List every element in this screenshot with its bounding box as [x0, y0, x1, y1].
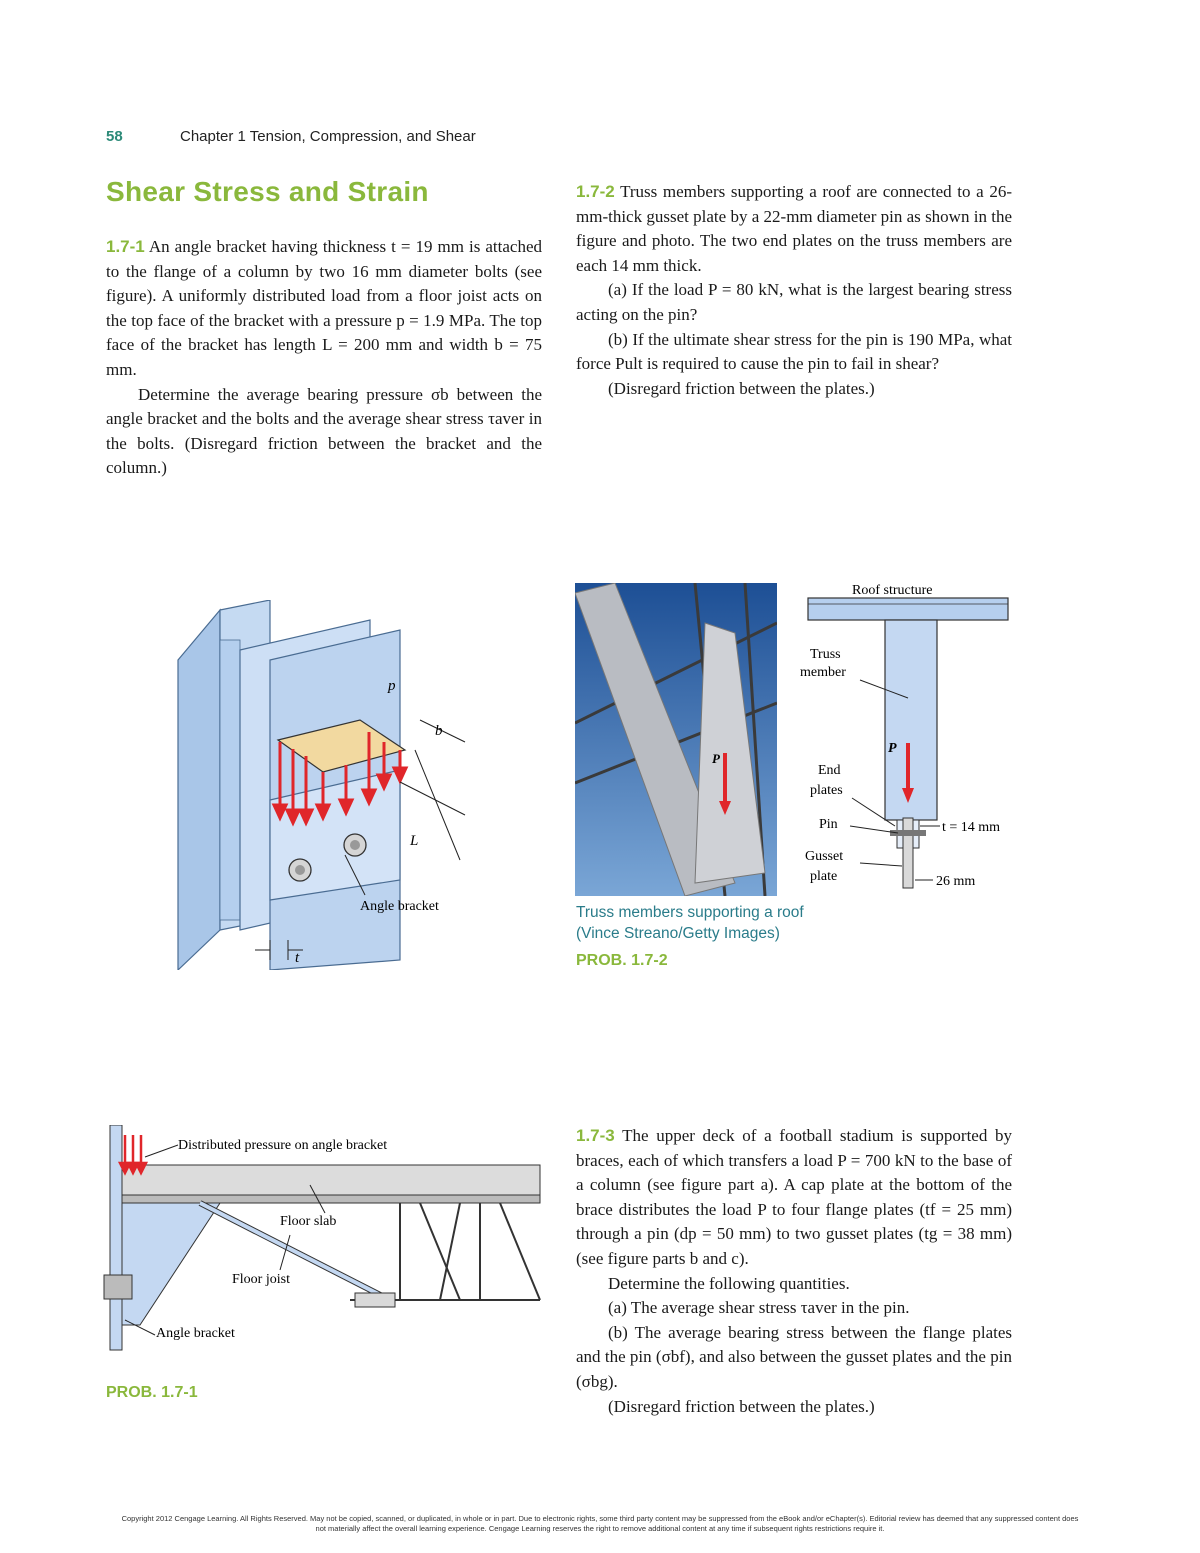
- chapter-title: Chapter 1 Tension, Compression, and Shear: [180, 128, 476, 145]
- problem-text: The upper deck of a football stadium is supported by braces, each of which transfers a load P = 700 kN to the base of a column (see figure part a). A cap plate at the bottom of the brace distributes the load P to four flange plates (tf = 25 mm) through a pin (dp = 50 mm) to two gusset plates (tg = 38 mm) (see figure parts b and c).: [576, 1126, 1012, 1268]
- truss-pin-diagram: [790, 578, 1030, 898]
- roof-structure-label: Roof structure: [852, 583, 933, 598]
- problem-text: (a) The average shear stress τaver in the pin.: [608, 1298, 910, 1318]
- t14-label: t = 14 mm: [942, 820, 1001, 835]
- copyright-notice: Copyright 2012 Cengage Learning. All Rights Reserved. May not be copied, scanned, or duplicated, in whole or in part. Due to electronic rights, some third party content may be suppressed from the eBook and/or eChapter(s). Editorial review has deemed that any suppressed content does not materially affect the overall learning experience. Cengage Learning reserves the right to remove additional content at any time if subsequent rights restrictions require it.: [121, 1514, 1079, 1533]
- gusset-label: Gusset: [805, 849, 844, 864]
- photo-caption-line1: Truss members supporting a roof: [576, 904, 804, 921]
- L-label: L: [410, 833, 419, 849]
- problem-text: (b) If the ultimate shear stress for the pin is 190 MPa, what force Pult is required to cause the pin to fail in shear?: [576, 329, 1012, 374]
- distributed-pressure-label: Distributed pressure on angle bracket: [178, 1138, 388, 1153]
- angle-bracket-label: Angle bracket: [360, 899, 439, 914]
- problem-text: Determine the following quantities.: [608, 1273, 850, 1293]
- problem-number: 1.7-1: [106, 237, 145, 256]
- problem-text: (Disregard friction between the plates.): [608, 378, 875, 398]
- floor-slab-figure: [100, 1125, 545, 1355]
- problem-1-7-2: [576, 180, 1012, 401]
- angle-bracket-label-2: Angle bracket: [156, 1326, 235, 1341]
- section-title: Shear Stress and Strain: [106, 176, 429, 207]
- problem-text: An angle bracket having thickness t = 19 mm is attached to the flange of a column by two 16 mm diameter bolts (see figure). A uniformly distributed load from a floor joist acts on the top face of the bracket with a pressure p = 1.9 MPa. The top face of the bracket has length L = 200 mm and width b = 75 mm.: [106, 237, 542, 379]
- problem-1-7-1: [106, 235, 542, 481]
- member-label: member: [800, 665, 846, 680]
- prob-1-7-2-label: PROB. 1.7-2: [576, 952, 668, 969]
- P-label: P: [888, 741, 897, 756]
- problem-text: (b) The average bearing stress between the flange plates and the pin (σbf), and also between the gusset plates and the pin (σbg).: [576, 1322, 1012, 1391]
- truss-photo: [575, 583, 777, 896]
- plate-label: plate: [810, 869, 838, 884]
- problem-1-7-3: [576, 1124, 1012, 1419]
- prob-1-7-1-label: PROB. 1.7-1: [106, 1384, 198, 1401]
- problem-number: 1.7-2: [576, 182, 615, 201]
- photo-caption-line2: (Vince Streano/Getty Images): [576, 925, 780, 942]
- end-label: End: [818, 763, 841, 778]
- t-label: t: [295, 950, 300, 966]
- truss-label: Truss: [810, 647, 841, 662]
- problem-text: (Disregard friction between the plates.): [608, 1396, 875, 1416]
- problem-number: 1.7-3: [576, 1126, 615, 1145]
- floor-joist-label: Floor joist: [232, 1272, 290, 1287]
- problem-text: Determine the average bearing pressure σb between the angle bracket and the bolts and the average shear stress τaver in the bolts. (Disregard friction between the bracket and the column.): [106, 384, 542, 478]
- b-label: b: [435, 723, 443, 739]
- angle-bracket-figure: [160, 600, 500, 970]
- problem-text: Truss members supporting a roof are connected to a 26-mm-thick gusset plate by a 22-mm diameter pin as shown in the figure and photo. The two end plates on the truss members are each 14 mm thick.: [576, 182, 1013, 275]
- p-label: p: [388, 678, 396, 694]
- page-number: 58: [106, 128, 123, 145]
- photo-caption: [576, 902, 804, 944]
- problem-text: (a) If the load P = 80 kN, what is the largest bearing stress acting on the pin?: [576, 280, 1012, 324]
- plates-label: plates: [810, 783, 843, 798]
- photo-P-label: P: [712, 751, 720, 766]
- pin-label: Pin: [819, 817, 838, 832]
- 26mm-label: 26 mm: [936, 874, 976, 889]
- floor-slab-label: Floor slab: [280, 1214, 337, 1229]
